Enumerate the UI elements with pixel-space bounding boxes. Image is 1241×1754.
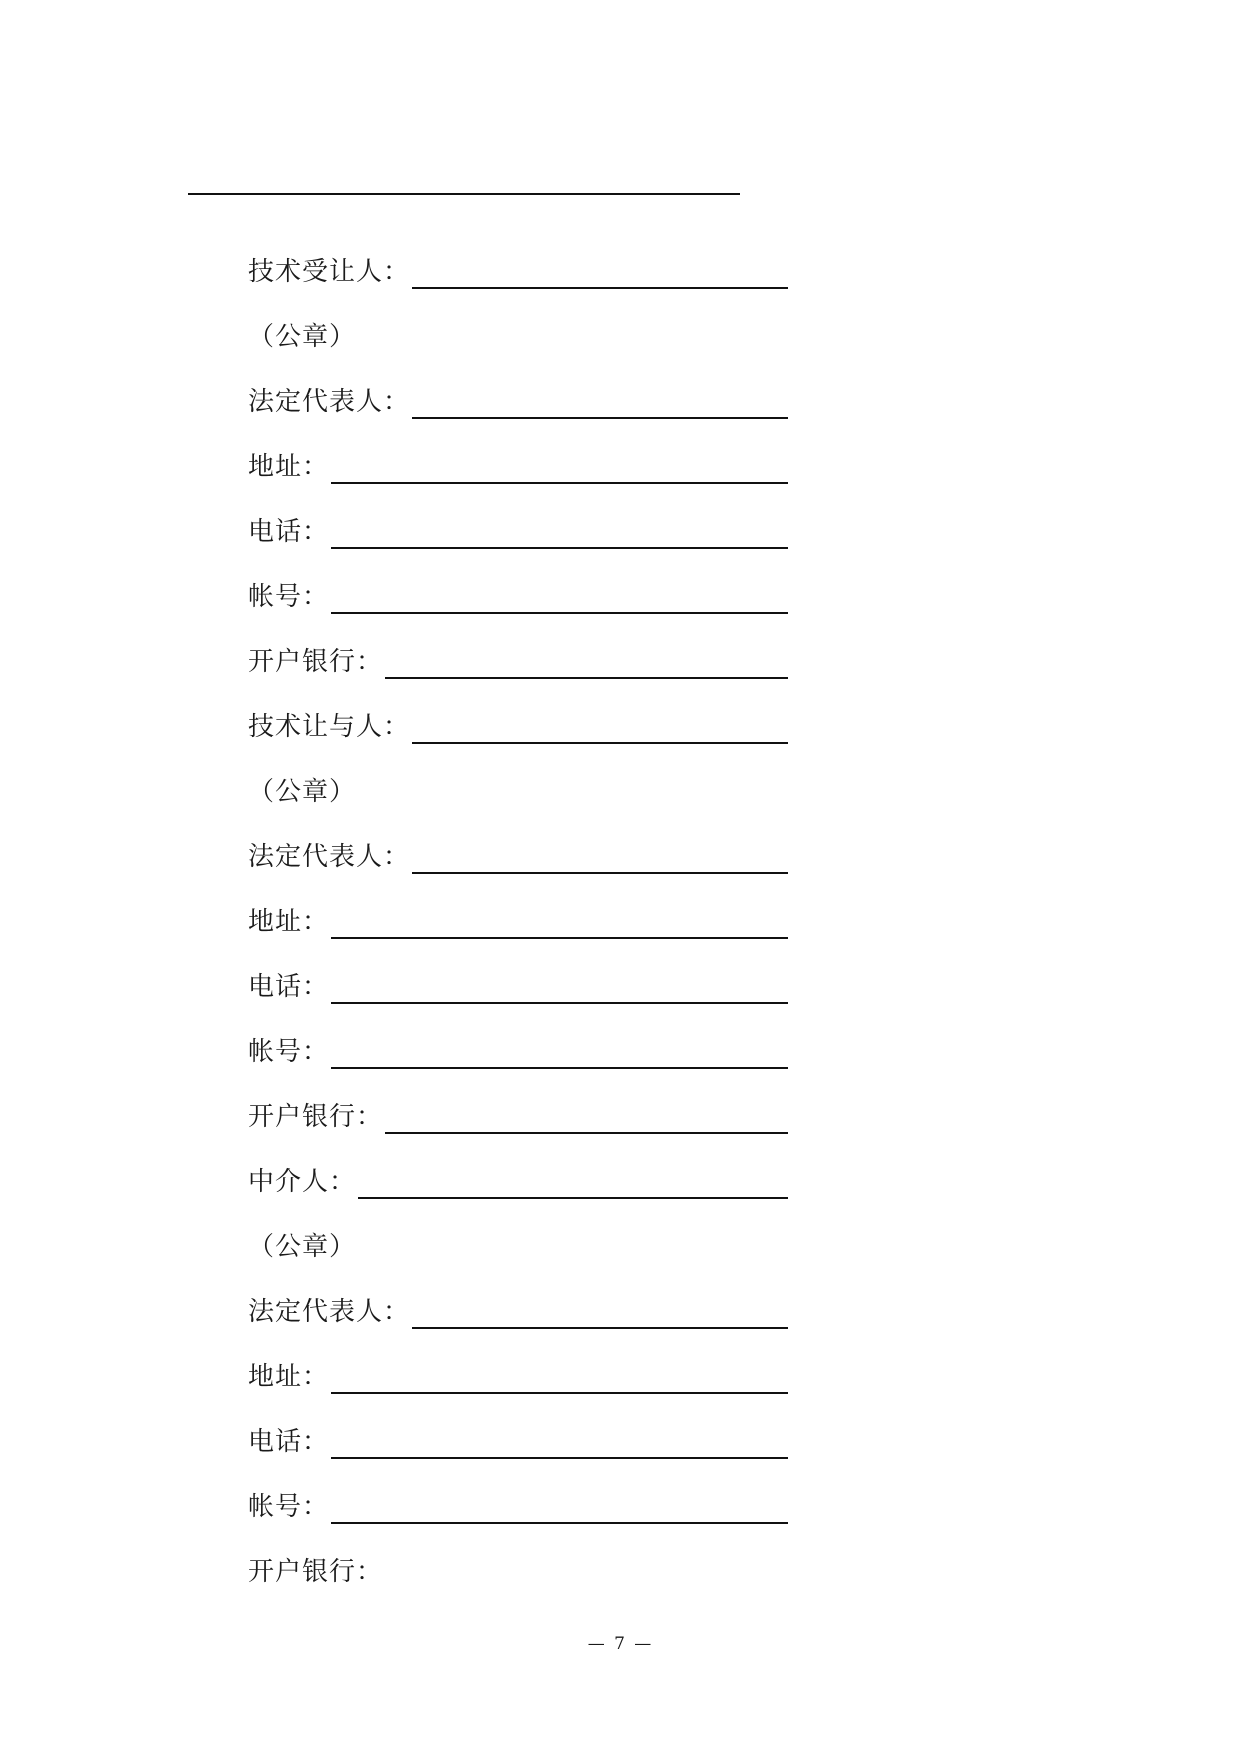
account-label: 帐号：	[248, 582, 330, 612]
transferee-field[interactable]	[412, 253, 788, 289]
form-row-intermediary	[248, 1134, 788, 1199]
form-row-account-2	[248, 1004, 788, 1069]
legal-rep-field[interactable]	[412, 383, 788, 419]
account-label: 帐号：	[248, 1492, 330, 1522]
transferee-label: 技术受让人：	[248, 257, 411, 287]
phone-field[interactable]	[331, 968, 788, 1004]
seal-label: （公章）	[248, 777, 357, 807]
account-field[interactable]	[331, 1488, 788, 1524]
intermediary-field[interactable]	[358, 1163, 788, 1199]
form-row-phone-1	[248, 484, 788, 549]
form-row-transferor	[248, 679, 788, 744]
form-row-bank-3	[248, 1524, 788, 1589]
phone-label: 电话：	[248, 972, 330, 1002]
address-label: 地址：	[248, 452, 330, 482]
form-row-seal-3	[248, 1199, 788, 1264]
seal-label: （公章）	[248, 1232, 357, 1262]
legal-rep-field[interactable]	[412, 1293, 788, 1329]
transferor-field[interactable]	[412, 708, 788, 744]
address-field[interactable]	[331, 1358, 788, 1394]
form-row-legal-rep-3	[248, 1264, 788, 1329]
form-row-account-3	[248, 1459, 788, 1524]
legal-rep-label: 法定代表人：	[248, 1297, 411, 1327]
phone-field[interactable]	[331, 1423, 788, 1459]
form-row-phone-3	[248, 1394, 788, 1459]
bank-label: 开户银行：	[248, 647, 384, 677]
form-row-address-3	[248, 1329, 788, 1394]
bank-field[interactable]	[385, 643, 788, 679]
account-label: 帐号：	[248, 1037, 330, 1067]
address-field[interactable]	[331, 903, 788, 939]
form-row-legal-rep-1	[248, 354, 788, 419]
address-label: 地址：	[248, 907, 330, 937]
form-row-bank-1	[248, 614, 788, 679]
form-row-address-2	[248, 874, 788, 939]
form-row-address-1	[248, 419, 788, 484]
form-row-seal-1	[248, 289, 788, 354]
form-row-account-1	[248, 549, 788, 614]
form-row-transferee	[248, 224, 788, 289]
legal-rep-field[interactable]	[412, 838, 788, 874]
form-row-seal-2	[248, 744, 788, 809]
phone-label: 电话：	[248, 517, 330, 547]
account-field[interactable]	[331, 1033, 788, 1069]
phone-field[interactable]	[331, 513, 788, 549]
signature-form	[248, 224, 788, 1589]
address-label: 地址：	[248, 1362, 330, 1392]
address-field[interactable]	[331, 448, 788, 484]
form-row-legal-rep-2	[248, 809, 788, 874]
top-signature-line	[188, 193, 740, 195]
phone-label: 电话：	[248, 1427, 330, 1457]
seal-label: （公章）	[248, 322, 357, 352]
legal-rep-label: 法定代表人：	[248, 387, 411, 417]
bank-label: 开户银行：	[248, 1557, 384, 1587]
bank-label: 开户银行：	[248, 1102, 384, 1132]
transferor-label: 技术让与人：	[248, 712, 411, 742]
intermediary-label: 中介人：	[248, 1167, 357, 1197]
bank-field[interactable]	[385, 1098, 788, 1134]
account-field[interactable]	[331, 578, 788, 614]
legal-rep-label: 法定代表人：	[248, 842, 411, 872]
form-row-bank-2	[248, 1069, 788, 1134]
form-row-phone-2	[248, 939, 788, 1004]
page-number: — 7 —	[587, 1634, 654, 1654]
